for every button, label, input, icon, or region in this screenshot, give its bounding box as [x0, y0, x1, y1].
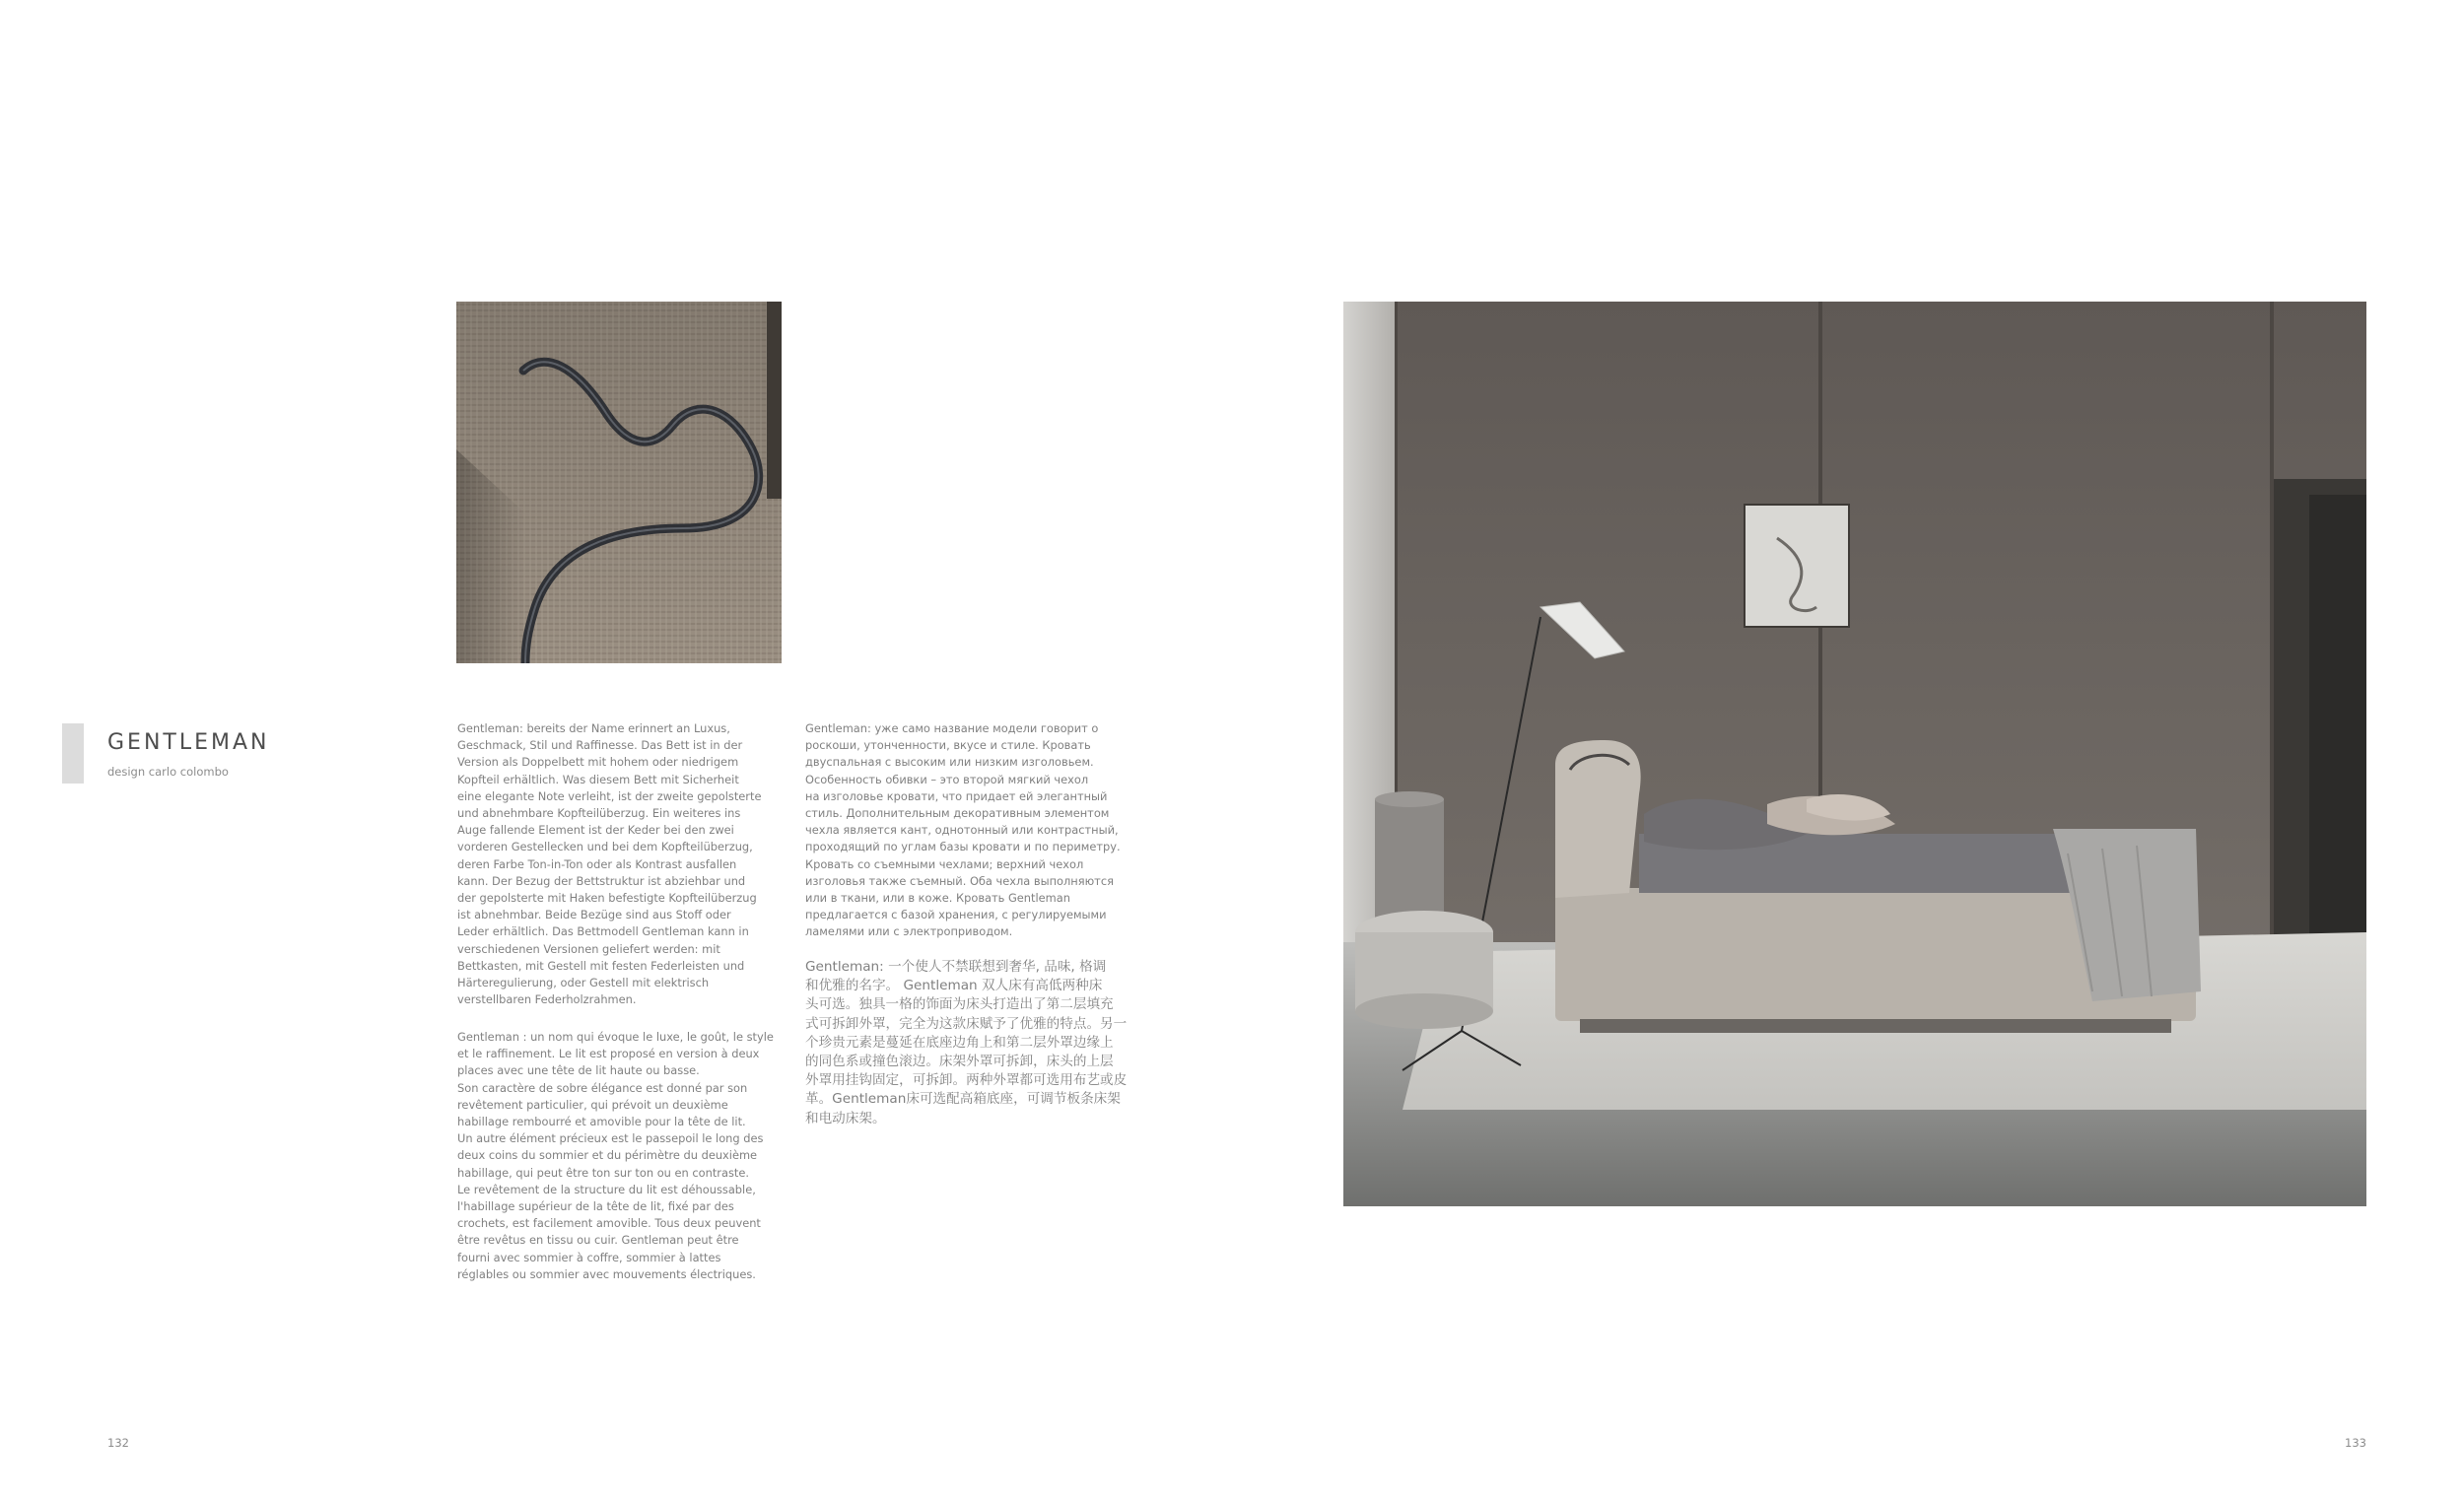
designer-credit: design carlo colombo	[107, 765, 229, 779]
page-number-left: 132	[107, 1436, 129, 1450]
description-french: Gentleman : un nom qui évoque le luxe, le goût, le style et le raffinement. Le lit est proposé en version à deux places avec une tête de lit haute ou basse. Son caractère de sobre élégance est donné par son revêtement particulier, qui prévoit un deuxième habillage rembourré et amovible pour la tête de lit. Un autre élément précieux est le passepoil le long des deux coins du sommier et du périmètre du deuxième habillage, qui peut être ton sur ton ou en contraste. Le revêtement de la structure du lit est déhoussable, l'habillage supérieur de la tête de lit, fixé par des crochets, est facilement amovible. Tous deux peuvent être revêtus en tissu ou cuir. Gentleman peut être fourni avec sommier à coffre, sommier à lattes réglables ou sommier avec mouvements électriques.	[457, 1030, 774, 1281]
description-russian: Gentleman: уже само название модели говорит о роскоши, утонченности, вкусе и стиле. Кровать двуспальная с высоким или низким изголовьем. Особенность обивки – это второй мягкий чехол на изголовье кровати, что придает ей элегантный стиль. Дополнительным декоративным элементом чехла является кант, однотонный или контрастный, проходящий по углам базы кровати и по периметру. Кровать со съемными чехлами; верхний чехол изголовья также съемный. Оба чехла выполняются или в ткани, или в коже. Кровать Gentleman предлагается с базой хранения, с регулируемыми ламелями или с электроприводом.	[805, 721, 1121, 939]
headboard-fabric-detail-photo	[456, 302, 782, 663]
title-marker-bar	[62, 723, 84, 784]
description-chinese: Gentleman: 一个使人不禁联想到奢华, 品味, 格调 和优雅的名字。 Gentleman 双人床有高低两种床 头可选。独具一格的饰面为床头打造出了第二层填充 式可拆卸外罩，完全为这款床赋予了优雅的特点。另一 个珍贵元素是蔓延在底座边角上和第二层外罩边缘上 的同色系或撞色滚边。床架外罩可拆卸，床头的上层 外罩用挂钩固定，可拆卸。两种外罩都可选用布艺或皮 革。Gentleman床可选配高箱底座，可调节板条床架 和电动床架。	[805, 959, 1128, 1126]
gentleman-bed-room-photo	[1343, 302, 2366, 1206]
page-number-right: 133	[2345, 1436, 2366, 1450]
description-german: Gentleman: bereits der Name erinnert an Luxus, Geschmack, Stil und Raffinesse. Das Bett ist in der Version als Doppelbett mit hohem oder niedrigem Kopfteil erhältlich. Was diesem Bett mit Sicherheit eine elegante Note verleiht, ist der zweite gepolsterte und abnehmbare Kopfteilüberzug. Ein weiteres ins Auge fallende Element ist der Keder bei den zwei vorderen Gestellecken und bei dem Kopfteilüberzug, deren Farbe Ton-in-Ton oder als Kontrast ausfallen kann. Der Bezug der Bettstruktur ist abziehbar und der gepolsterte mit Haken befestigte Kopfteilüberzug ist abnehmbar. Beide Bezüge sind aus Stoff oder Leder erhältlich. Das Bettmodell Gentleman kann in verschiedenen Versionen geliefert werden: mit Bettkasten, mit Gestell mit festen Federleisten und Härteregulierung, oder Gestell mit elektrisch verstellbaren Federholzrahmen.	[457, 721, 762, 1007]
product-title: GENTLEMAN	[107, 730, 270, 755]
